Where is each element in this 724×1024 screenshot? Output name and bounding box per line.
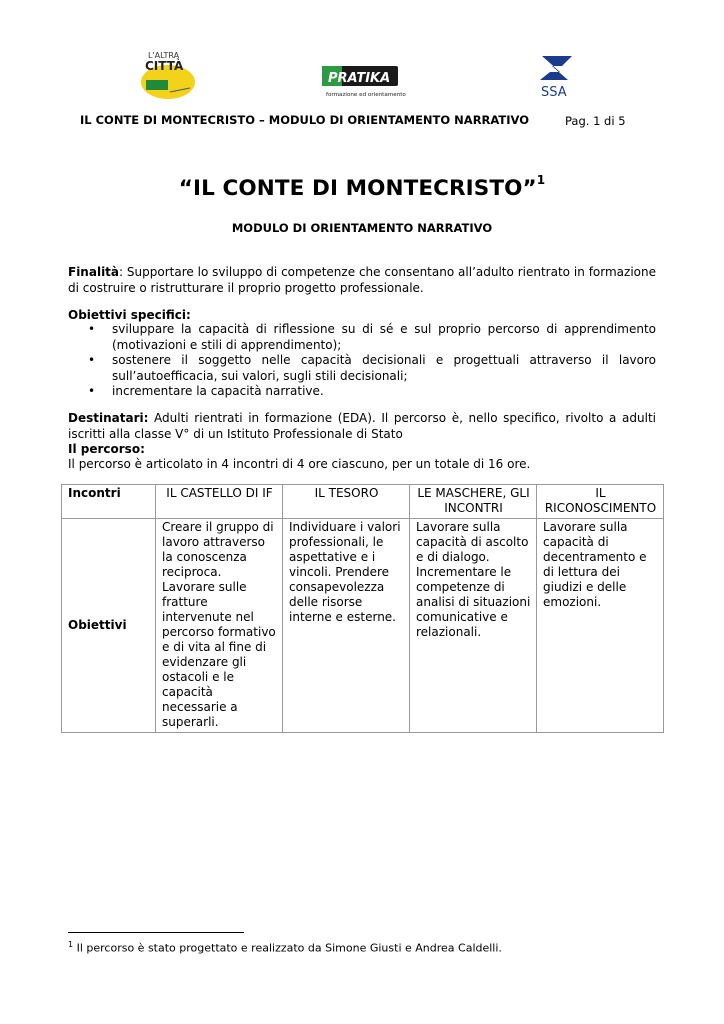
footnote: [68, 940, 502, 955]
list-item-text: sostenere il soggetto nelle capacità decisionali e progettuali attraverso il lavoro sull’autoefficacia, sui valori, sugli stili decisionali;: [112, 353, 656, 383]
percorso-heading: Il percorso:: [68, 442, 145, 456]
table-header-cell: IL CASTELLO DI IF: [156, 485, 283, 519]
table-header-row: [62, 485, 664, 519]
logo-left-line2: CITTÀ: [145, 59, 184, 73]
list-item: [68, 353, 656, 384]
table-row-label: Obiettivi: [62, 519, 156, 733]
pratika-logo: [320, 62, 406, 98]
pratika-tagline: formazione ed orientamento: [326, 92, 406, 98]
bullet-icon: •: [88, 322, 96, 336]
page-number: Pag. 1 di 5: [565, 114, 626, 128]
logo-left-line1: L'ALTRA: [148, 51, 180, 60]
table-cell: Individuare i valori professionali, le aspettative e i vincoli. Prendere consapevolezza delle risorse interne e esterne.: [283, 519, 410, 733]
list-item-text: sviluppare la capacità di riflessione su di sé e sul proprio percorso di apprendimento (motivazioni e stili di apprendimento);: [112, 322, 656, 352]
ssa-logo: [538, 50, 578, 100]
table-cell: Lavorare sulla capacità di decentramento e di lettura dei giudizi e delle emozioni.: [537, 519, 664, 733]
document-title-text: “IL CONTE DI MONTECRISTO”: [178, 176, 537, 202]
list-item: [68, 322, 656, 353]
ssa-brand: SSA: [541, 85, 567, 100]
obiettivi-heading: Obiettivi specifici:: [68, 308, 191, 322]
percorso-text: Il percorso è articolato in 4 incontri di 4 ore ciascuno, per un totale di 16 ore.: [68, 457, 531, 471]
footnote-ref: 1: [68, 940, 74, 949]
document-subtitle: MODULO DI ORIENTAMENTO NARRATIVO: [231, 221, 493, 235]
bullet-icon: •: [88, 384, 96, 398]
list-item: [68, 384, 656, 400]
finalita-text: : Supportare lo sviluppo di competenze che consentano all’adulto rientrato in formazione di costruire o ristrutturare il proprio progetto professionale.: [68, 265, 656, 295]
obiettivi-list: [68, 322, 656, 400]
table-header-cell: Incontri: [62, 485, 156, 519]
bullet-icon: •: [88, 353, 96, 367]
table-cell: Lavorare sulla capacità di ascolto e di dialogo. Incrementare le competenze di analisi di situazioni comunicative e relazionali.: [410, 519, 537, 733]
footnote-text: Il percorso è stato progettato e realizzato da Simone Giusti e Andrea Caldelli.: [73, 941, 502, 955]
destinatari-text: Adulti rientrati in formazione (EDA). Il percorso è, nello specifico, rivolto a adulti iscritti alla classe V° di un Istituto Professionale di Stato: [68, 411, 656, 441]
table-row: [62, 519, 664, 733]
pratika-brand: PRATIKA: [328, 71, 391, 86]
table-header-cell: IL TESORO: [283, 485, 410, 519]
destinatari-paragraph: [68, 411, 656, 442]
running-header-title: IL CONTE DI MONTECRISTO – MODULO DI ORIENTAMENTO NARRATIVO: [80, 113, 530, 127]
incontri-table: [61, 484, 664, 733]
document-title: [0, 173, 724, 202]
table-header-cell: IL RICONOSCIMENTO: [537, 485, 664, 519]
table-cell: Creare il gruppo di lavoro attraverso la conoscenza reciproca. Lavorare sulle fratture intervenute nel percorso formativo e di vita al fine di evidenzare gli ostacoli e le capacità necessarie a superarli.: [156, 519, 283, 733]
title-footnote-ref[interactable]: 1: [536, 173, 546, 187]
laltra-citta-logo: [138, 48, 200, 100]
finalita-label: Finalità: [68, 265, 120, 279]
footnote-separator: [68, 932, 244, 933]
finalita-paragraph: [68, 265, 656, 296]
destinatari-label: Destinatari:: [68, 411, 149, 425]
table-header-cell: LE MASCHERE, GLI INCONTRI: [410, 485, 537, 519]
list-item-text: incrementare la capacità narrative.: [112, 384, 324, 398]
